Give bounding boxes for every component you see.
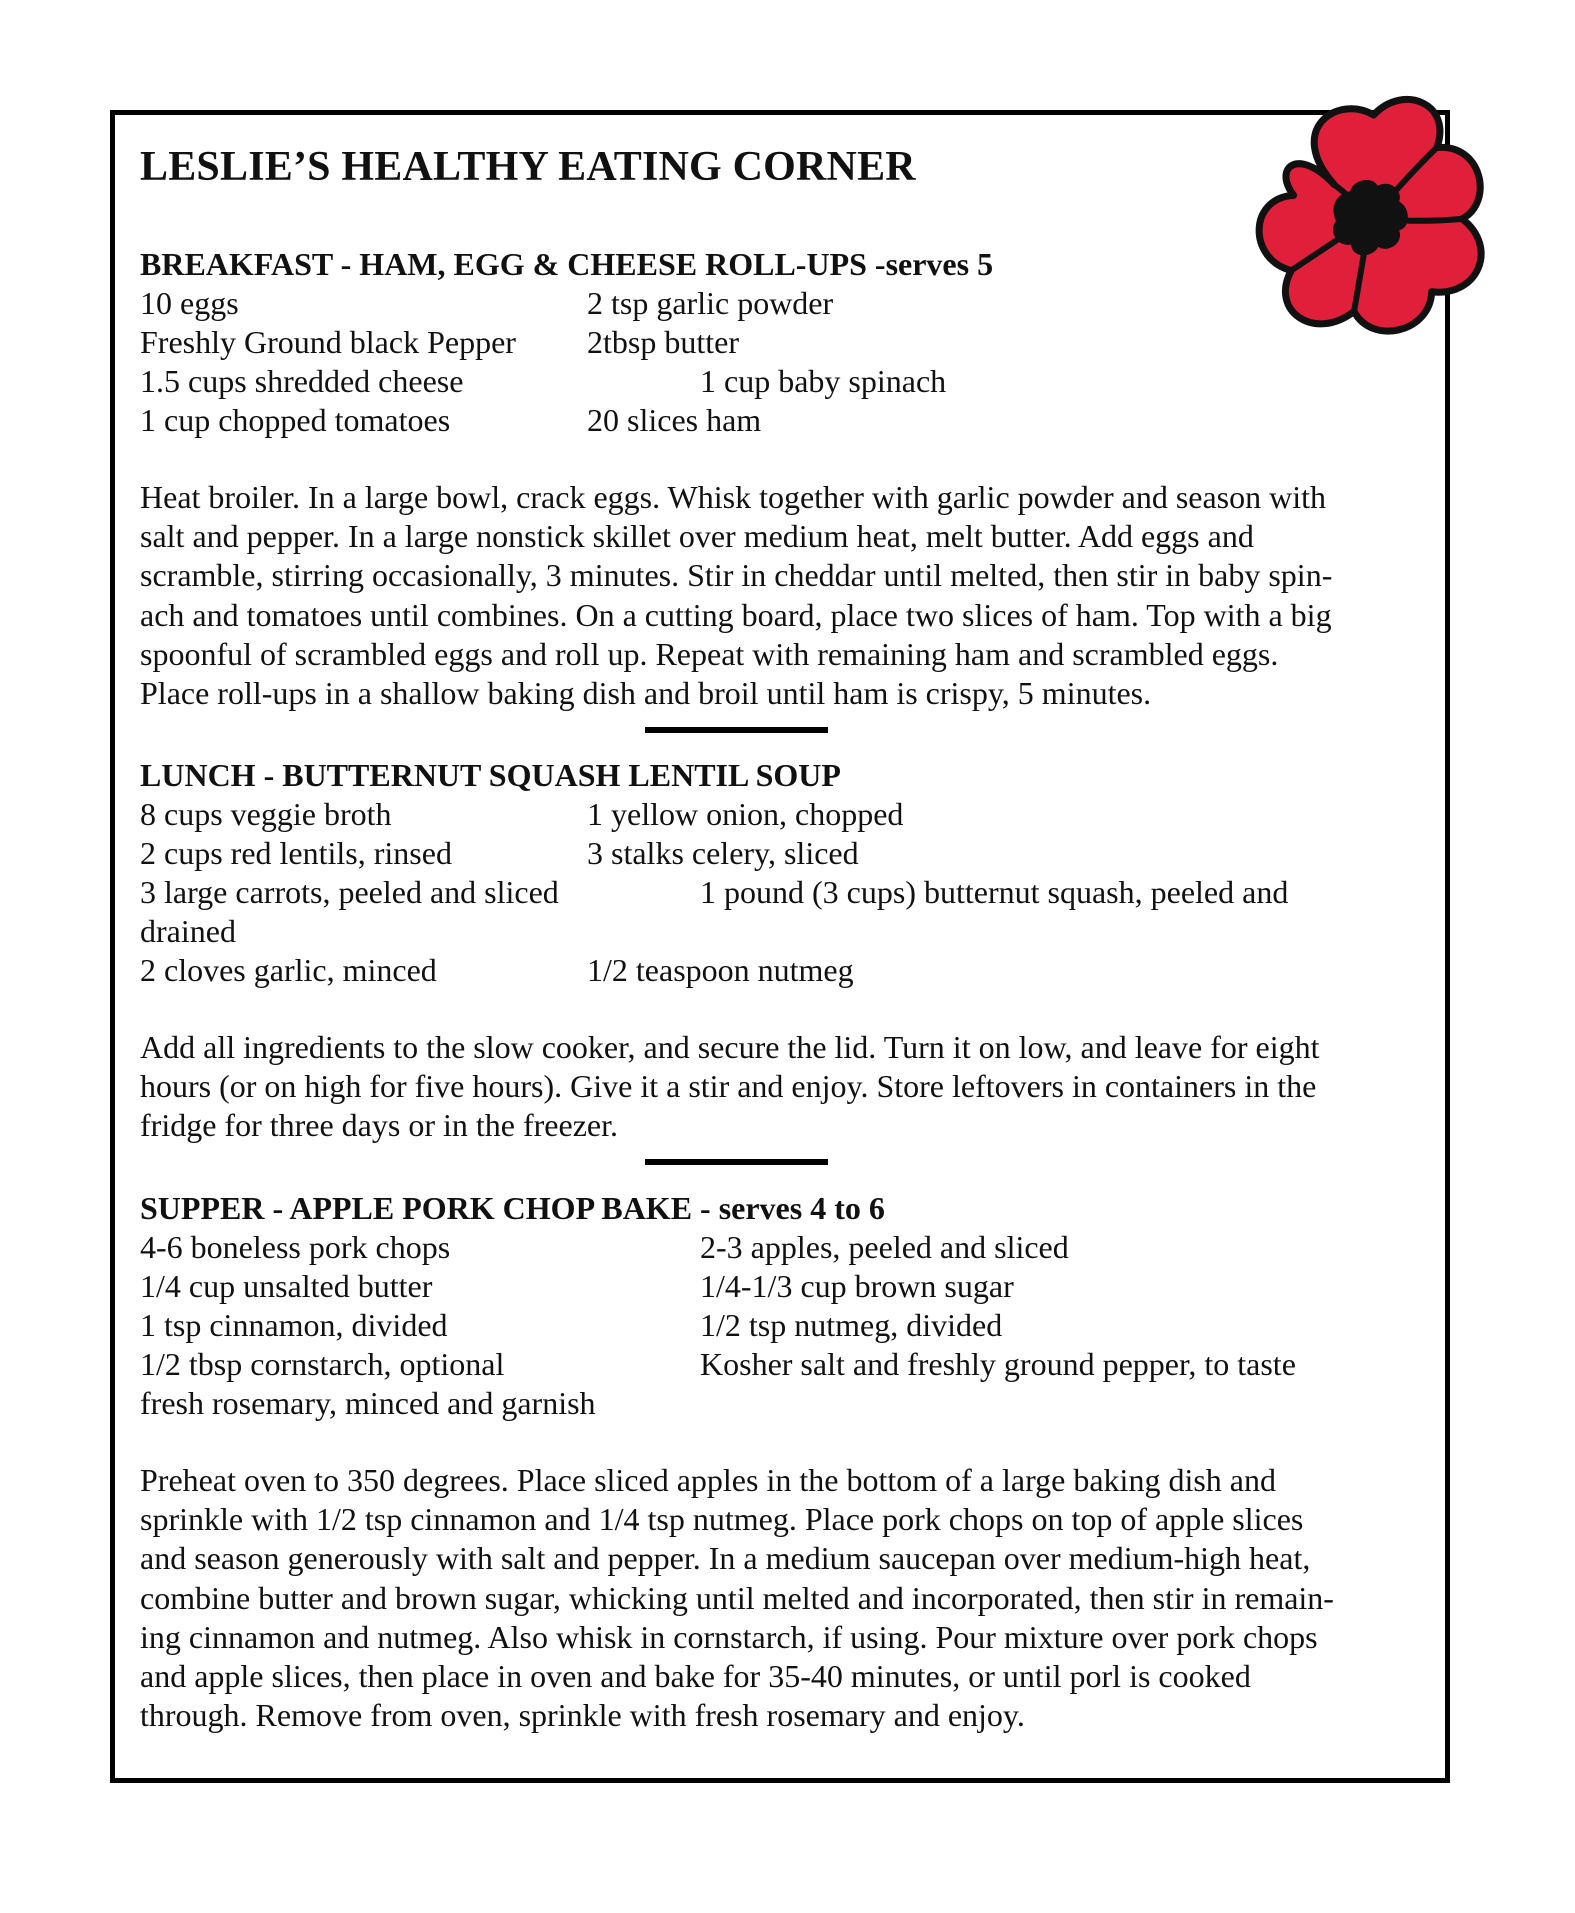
supper-ingredient-row bbox=[140, 1383, 1420, 1423]
supper-ingredient-row bbox=[140, 1344, 1420, 1384]
directions-line: Add all ingredients to the slow cooker, and secure the lid. Turn it on low, and leave for eight bbox=[140, 1029, 1320, 1065]
breakfast-ingredient-row bbox=[140, 400, 1420, 440]
directions-line: scramble, stirring occasionally, 3 minutes. Stir in cheddar until melted, then stir in baby spin- bbox=[140, 557, 1333, 594]
ingredient: 20 slices ham bbox=[587, 402, 762, 438]
lunch-directions bbox=[140, 1028, 1422, 1146]
lunch-ingredient-row bbox=[140, 872, 1420, 912]
supper-ingredient-row bbox=[140, 1266, 1420, 1306]
directions-line: ach and tomatoes until combines. On a cutting board, place two slices of ham. Top with a big bbox=[140, 596, 1332, 633]
directions-line: fridge for three days or in the freezer. bbox=[140, 1107, 618, 1144]
ingredient: 1/2 teaspoon nutmeg bbox=[587, 952, 854, 988]
directions-line: Heat broiler. In a large bowl, crack eggs. Whisk together with garlic powder and season with bbox=[140, 479, 1327, 515]
supper-heading: SUPPER - APPLE PORK CHOP BAKE - serves 4 to 6 bbox=[140, 1190, 885, 1226]
section-divider bbox=[645, 727, 828, 733]
lunch-ingredient-row bbox=[140, 833, 1420, 873]
breakfast-ingredient-row bbox=[140, 322, 1420, 362]
ingredient: 2 cloves garlic, minced bbox=[140, 952, 437, 988]
lunch-heading: LUNCH - BUTTERNUT SQUASH LENTIL SOUP bbox=[140, 757, 841, 793]
ingredient: 10 eggs bbox=[140, 285, 239, 321]
breakfast-ingredient-row bbox=[140, 361, 1420, 401]
ingredient: 1 cup chopped tomatoes bbox=[140, 402, 451, 438]
lunch-ingredient-row bbox=[140, 794, 1420, 834]
breakfast-ingredient-row bbox=[140, 283, 1420, 323]
ingredient: 1 cup baby spinach bbox=[700, 363, 947, 399]
ingredient: Kosher salt and freshly ground pepper, to taste bbox=[700, 1346, 1296, 1382]
supper-directions bbox=[140, 1461, 1422, 1735]
lunch-ingredient-row bbox=[140, 911, 1420, 951]
ingredient: 1/2 tsp nutmeg, divided bbox=[700, 1307, 1003, 1343]
directions-line: combine butter and brown sugar, whicking until melted and incorporated, then stir in remain- bbox=[140, 1579, 1334, 1616]
directions-line: sprinkle with 1/2 tsp cinnamon and 1/4 tsp nutmeg. Place pork chops on top of apple slices bbox=[140, 1501, 1304, 1538]
ingredient: 1 pound (3 cups) butternut squash, peeled and bbox=[700, 874, 1289, 910]
breakfast-directions bbox=[140, 478, 1422, 713]
directions-line: and season generously with salt and pepper. In a medium saucepan over medium-high heat, bbox=[140, 1540, 1311, 1577]
ingredient: 1.5 cups shredded cheese bbox=[140, 363, 464, 399]
ingredient: 1/2 tbsp cornstarch, optional bbox=[140, 1346, 505, 1382]
directions-line: hours (or on high for five hours). Give it a stir and enjoy. Store leftovers in containers in the bbox=[140, 1068, 1317, 1105]
directions-line: Place roll-ups in a shallow baking dish and broil until ham is crispy, 5 minutes. bbox=[140, 675, 1152, 712]
lunch-ingredient-row bbox=[140, 950, 1420, 990]
directions-line: and apple slices, then place in oven and bake for 35-40 minutes, or until porl is cooked bbox=[140, 1658, 1251, 1695]
ingredient: 2-3 apples, peeled and sliced bbox=[700, 1229, 1069, 1265]
page-title: LESLIE’S HEALTHY EATING CORNER bbox=[140, 144, 916, 190]
directions-line: ing cinnamon and nutmeg. Also whisk in cornstarch, if using. Pour mixture over pork chops bbox=[140, 1618, 1318, 1655]
breakfast-heading: BREAKFAST - HAM, EGG & CHEESE ROLL-UPS -serves 5 bbox=[140, 246, 994, 282]
supper-ingredient-row bbox=[140, 1227, 1420, 1267]
directions-line: spoonful of scrambled eggs and roll up. Repeat with remaining ham and scrambled eggs. bbox=[140, 635, 1279, 672]
ingredient: Freshly Ground black Pepper bbox=[140, 324, 516, 360]
ingredient: 2tbsp butter bbox=[587, 324, 739, 360]
ingredient: drained bbox=[140, 913, 236, 949]
ingredient: 1 yellow onion, chopped bbox=[587, 796, 904, 832]
ingredient: 3 large carrots, peeled and sliced bbox=[140, 874, 559, 910]
supper-ingredient-row bbox=[140, 1305, 1420, 1345]
ingredient: 4-6 boneless pork chops bbox=[140, 1229, 451, 1265]
ingredient: 2 tsp garlic powder bbox=[587, 285, 834, 321]
ingredient: 1/4 cup unsalted butter bbox=[140, 1268, 433, 1304]
directions-line: Preheat oven to 350 degrees. Place sliced apples in the bottom of a large baking dish and bbox=[140, 1462, 1276, 1498]
ingredient: 1 tsp cinnamon, divided bbox=[140, 1307, 448, 1343]
section-divider bbox=[645, 1159, 828, 1165]
ingredient: 8 cups veggie broth bbox=[140, 796, 392, 832]
directions-line: salt and pepper. In a large nonstick skillet over medium heat, melt butter. Add eggs and bbox=[140, 518, 1254, 555]
ingredient: 2 cups red lentils, rinsed bbox=[140, 835, 452, 871]
ingredient: fresh rosemary, minced and garnish bbox=[140, 1385, 596, 1421]
directions-line: through. Remove from oven, sprinkle with fresh rosemary and enjoy. bbox=[140, 1697, 1025, 1734]
ingredient: 1/4-1/3 cup brown sugar bbox=[700, 1268, 1014, 1304]
ingredient: 3 stalks celery, sliced bbox=[587, 835, 859, 871]
